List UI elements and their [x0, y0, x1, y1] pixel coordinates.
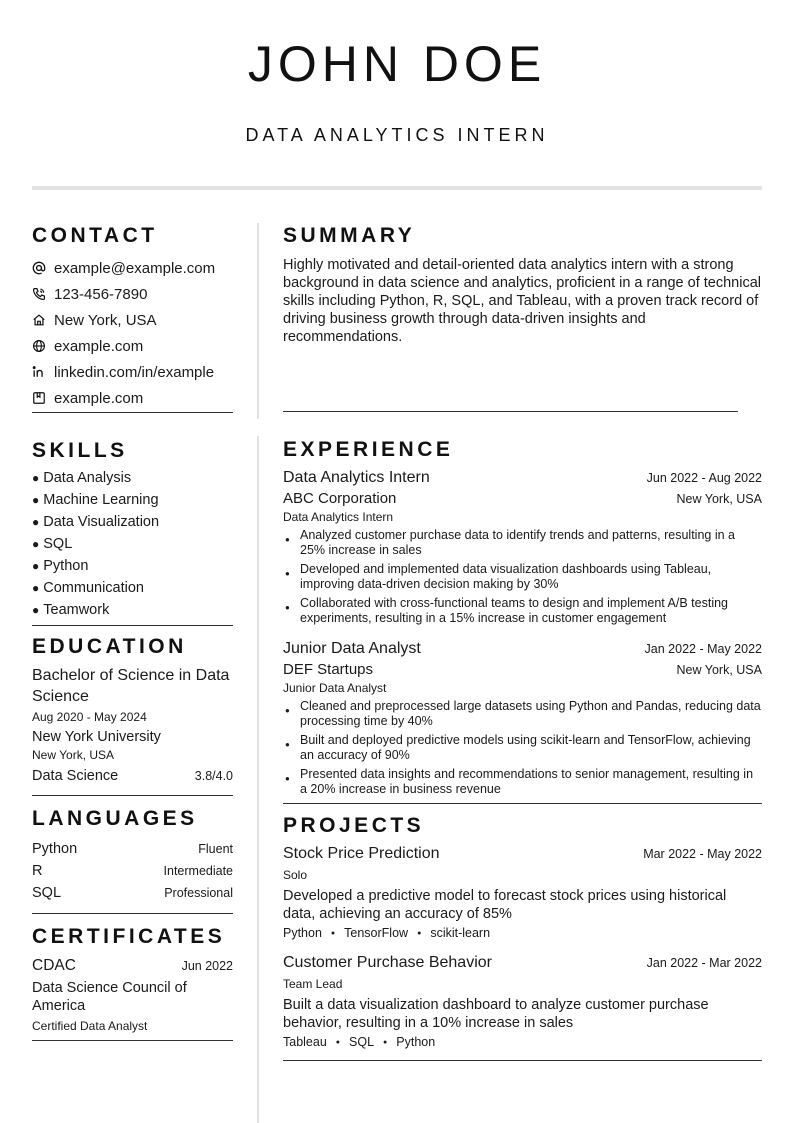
list-item: R Intermediate	[32, 863, 233, 879]
education-section	[32, 633, 233, 786]
project-title: Stock Price Prediction	[283, 845, 440, 862]
list-item: ● Analyzed customer purchase data to identify trends and patterns, resulting in a 25% increase in sales	[283, 528, 762, 558]
project-title: Customer Purchase Behavior	[283, 954, 492, 971]
education-field-row	[32, 766, 233, 786]
languages-section	[32, 805, 233, 904]
certificate-row	[32, 957, 233, 975]
skills-divider	[32, 625, 233, 626]
job-dates: Jun 2022 - Aug 2022	[646, 471, 762, 485]
education-dates: Aug 2020 - May 2024	[32, 710, 147, 724]
contact-list	[32, 255, 233, 411]
list-item: SQL Professional	[32, 885, 233, 901]
project-tags: Tableau ● SQL ● Python	[283, 1035, 436, 1049]
list-item: Python Fluent	[32, 841, 233, 857]
experience-divider	[283, 803, 762, 804]
contact-heading: CONTACT	[32, 224, 158, 247]
contact-phone-text: 123-456-7890	[54, 285, 148, 303]
contact-website[interactable]	[32, 333, 233, 359]
certificates-divider	[32, 1040, 233, 1041]
project-tags: Python ● TensorFlow ● scikit-learn	[283, 926, 491, 940]
languages-divider	[32, 913, 233, 914]
skills-section	[32, 437, 233, 621]
right-column	[283, 222, 762, 1061]
tag: Python	[283, 926, 322, 940]
project-dates: Jan 2022 - Mar 2022	[646, 956, 762, 970]
education-location: New York, USA	[32, 748, 115, 762]
job-bullets	[283, 528, 762, 626]
list-item: ● Collaborated with cross-functional teams to design and implement A/B testing experiments, resulting in a 15% increase in customer engagement	[283, 596, 762, 626]
summary-text: Highly motivated and detail-oriented data analytics intern with a strong background in data science and analytics, proficient in a range of technical skills including Python, R, SQL, and Tableau, with a proven track record of driving business growth through data-driven insights and recommendations.	[283, 257, 761, 345]
certificate-issuer: Data Science Council of America	[32, 980, 187, 1014]
list-item: ● Python	[32, 558, 89, 574]
education-gpa: 3.8/4.0	[194, 769, 233, 783]
experience-section	[283, 436, 762, 797]
header-divider	[32, 186, 762, 190]
job-company: ABC Corporation	[283, 490, 397, 507]
tag: Tableau	[283, 1035, 327, 1049]
tag: scikit-learn	[430, 926, 491, 940]
project-header	[283, 954, 762, 972]
column-divider-bottom	[257, 436, 259, 1123]
project-dates: Mar 2022 - May 2022	[643, 847, 762, 861]
education-heading: EDUCATION	[32, 635, 187, 658]
project-description: Developed a predictive model to forecast stock prices using historical data, achieving an accuracy of 85%	[283, 888, 727, 922]
summary-heading: SUMMARY	[283, 224, 416, 247]
certificates-section	[32, 923, 233, 1034]
education-divider	[32, 795, 233, 796]
home-icon	[32, 313, 46, 327]
project-description: Built a data visualization dashboard to analyze customer purchase behavior, resulting in a 10% increase in sales	[283, 997, 709, 1031]
at-icon	[32, 261, 46, 275]
job-title: Junior Data Analyst	[283, 640, 421, 657]
list-item: ● Data Visualization	[32, 514, 160, 530]
education-degree: Bachelor of Science in Data Science	[32, 667, 230, 705]
resume-name: JOHN DOE	[247, 36, 547, 92]
skills-list	[32, 467, 233, 621]
job-header	[283, 640, 762, 658]
job-dates: Jan 2022 - May 2022	[644, 642, 762, 656]
list-item: ● Developed and implemented data visualization dashboards using Tableau, improving data-driven decision making by 30%	[283, 562, 762, 592]
job-company-row	[283, 490, 762, 507]
list-item: ● Teamwork	[32, 602, 110, 618]
list-item: ● SQL	[32, 536, 73, 552]
certificate-name: CDAC	[32, 957, 76, 974]
contact-portfolio-text: example.com	[54, 389, 144, 407]
experience-heading: EXPERIENCE	[283, 438, 454, 461]
project-header	[283, 845, 762, 863]
contact-divider	[32, 412, 233, 413]
phone-icon	[32, 287, 46, 301]
project-item	[283, 845, 762, 940]
tag: TensorFlow	[344, 926, 409, 940]
projects-section	[283, 812, 762, 1049]
job-company-row	[283, 661, 762, 678]
summary-section	[283, 222, 762, 411]
job-title: Data Analytics Intern	[283, 469, 430, 486]
contact-email-text: example@example.com	[54, 259, 216, 277]
experience-item	[283, 469, 762, 626]
list-item: ● Cleaned and preprocessed large datasets using Python and Pandas, reducing data processing time by 40%	[283, 699, 762, 729]
list-item: ● Built and deployed predictive models using scikit-learn and TensorFlow, achieving an accuracy of 90%	[283, 733, 762, 763]
column-divider-top	[257, 223, 259, 419]
contact-phone[interactable]	[32, 281, 233, 307]
tag: Python	[396, 1035, 436, 1049]
languages-heading: LANGUAGES	[32, 807, 198, 830]
education-school: New York University	[32, 729, 161, 745]
project-item	[283, 954, 762, 1049]
experience-item	[283, 640, 762, 797]
job-location: New York, USA	[676, 492, 762, 506]
portfolio-icon	[32, 391, 46, 405]
job-role: Data Analytics Intern	[283, 510, 394, 524]
projects-divider	[283, 1060, 762, 1061]
education-field: Data Science	[32, 768, 119, 784]
linkedin-icon	[32, 365, 46, 379]
tag: SQL	[349, 1035, 375, 1049]
list-item: ● Data Analysis	[32, 470, 132, 486]
project-role: Solo	[283, 868, 308, 882]
list-item: ● Presented data insights and recommendations to senior management, resulting in a 20% increase in business revenue	[283, 767, 762, 797]
job-role: Junior Data Analyst	[283, 681, 387, 695]
projects-heading: PROJECTS	[283, 814, 425, 837]
project-role: Team Lead	[283, 977, 343, 991]
summary-divider	[283, 411, 738, 412]
contact-linkedin[interactable]	[32, 359, 233, 385]
list-item: ● Communication	[32, 580, 144, 596]
left-column	[32, 222, 233, 1041]
certificates-heading: CERTIFICATES	[32, 925, 226, 948]
job-bullets	[283, 699, 762, 797]
resume-title: DATA ANALYTICS INTERN	[245, 125, 549, 145]
contact-email[interactable]	[32, 255, 233, 281]
certificate-date: Jun 2022	[181, 959, 233, 973]
contact-website-text: example.com	[54, 337, 144, 355]
job-header	[283, 469, 762, 487]
contact-linkedin-text: linkedin.com/in/example	[54, 363, 215, 381]
contact-location	[32, 307, 233, 333]
globe-icon	[32, 339, 46, 353]
contact-section	[32, 222, 233, 412]
certificate-title: Certified Data Analyst	[32, 1019, 148, 1033]
job-location: New York, USA	[676, 663, 762, 677]
list-item: ● Machine Learning	[32, 492, 159, 508]
skills-heading: SKILLS	[32, 439, 128, 462]
languages-list	[32, 838, 233, 904]
contact-location-text: New York, USA	[54, 311, 157, 329]
contact-portfolio[interactable]	[32, 385, 233, 411]
job-company: DEF Startups	[283, 661, 374, 678]
